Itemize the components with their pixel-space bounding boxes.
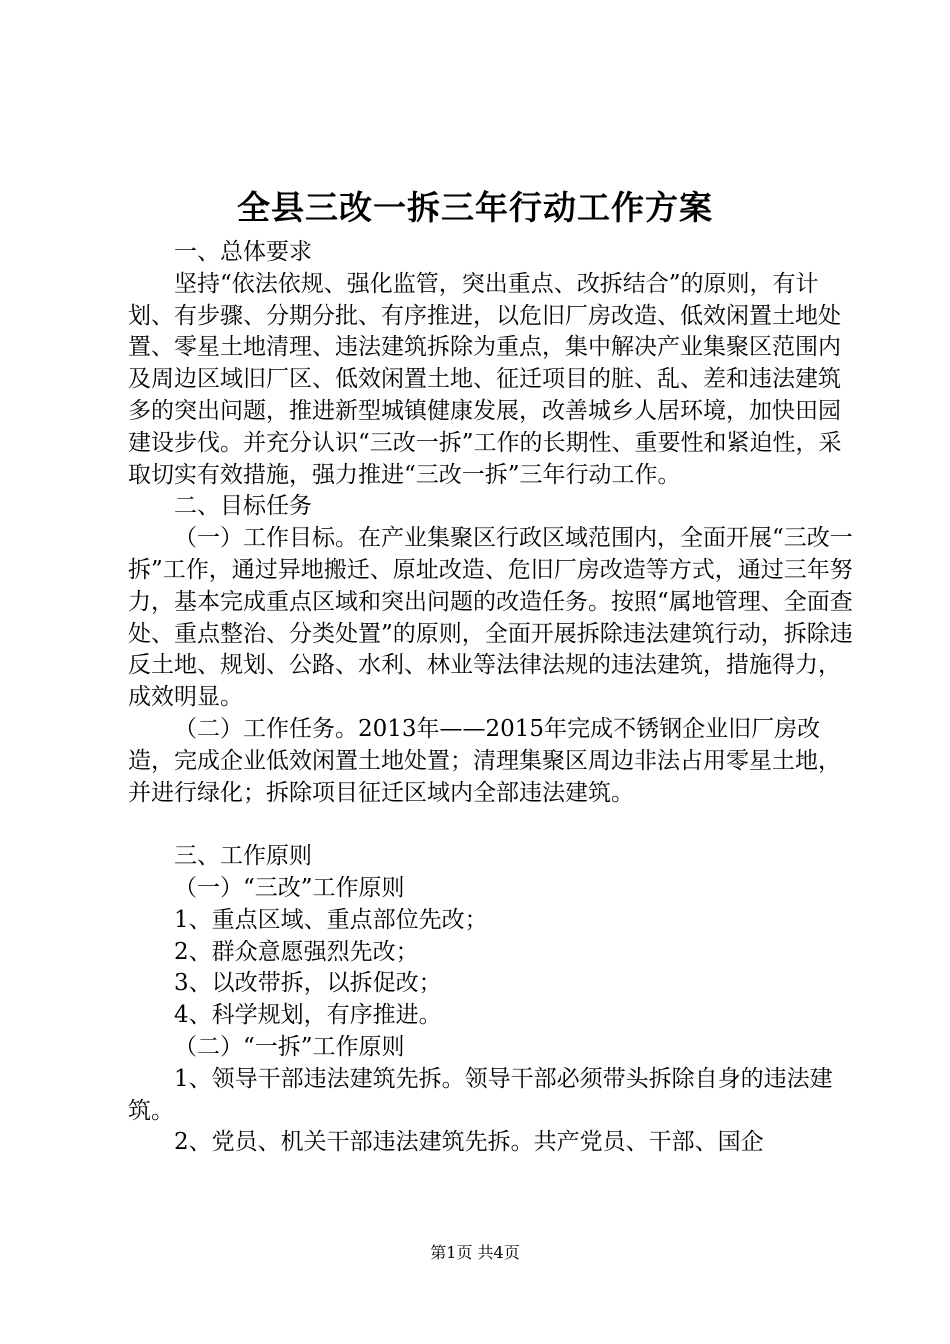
paragraph-work-goals: （一）工作目标。在产业集聚区行政区域范围内，全面开展“三改一拆”工作，通过异地搬迁、原址改造、危旧厂房改造等方式，通过三年努力，基本完成重点区域和突出问题的改造任务。按照“属地管理、全面查处、重点整治、分类处置”的原则，全面开展拆除违法建筑行动，拆除违反土地、规划、公路、水利、林业等法律法规的违法建筑，措施得力，成效明显。 (128, 525, 853, 711)
paragraph-leaders-first: 1、领导干部违法建筑先拆。领导干部必须带头拆除自身的违法建筑。 (128, 1065, 833, 1124)
list-item: 1、重点区域、重点部位先改； (174, 906, 488, 933)
section-heading-goals-tasks: 二、目标任务 (174, 493, 312, 520)
list-item: 4、科学规划，有序推进。 (174, 1002, 442, 1029)
paragraph-overall-requirements: 坚持“依法依规、强化监管，突出重点、改拆结合”的原则，有计划、有步骤、分期分批、有序推进，以危旧厂房改造、低效闲置土地处置、零星土地清理、违法建筑拆除为重点，集中解决产业集聚区范围内及周边区域旧厂区、低效闲置土地、征迁项目的脏、乱、差和违法建筑多的突出问题，推进新型城镇健康发展，改善城乡人居环境，加快田园建设步伐。并充分认识“三改一拆”工作的长期性、重要性和紧迫性，采取切实有效措施，强力推进“三改一拆”三年行动工作。 (128, 270, 842, 488)
section-heading-overall-requirements: 一、总体要求 (174, 239, 312, 265)
list-item: 3、以改带拆，以拆促改； (174, 970, 442, 997)
paragraph-work-tasks: （二）工作任务。2013年——2015年完成不锈钢企业旧厂房改造，完成企业低效闲置土地处置；清理集聚区周边非法占用零星土地，并进行绿化；拆除项目征迁区域内全部违法建筑。 (128, 715, 841, 806)
document-body (128, 237, 856, 1159)
subheading-one-demolition-principles: （二）“一拆”工作原则 (174, 1033, 405, 1060)
list-item: 2、群众意愿强烈先改； (174, 938, 419, 965)
page-number-footer: 第1页 共4页 (430, 1243, 520, 1262)
section-heading-work-principles: 三、工作原则 (174, 843, 312, 870)
subheading-three-reforms-principles: （一）“三改”工作原则 (174, 874, 405, 901)
blank-line (128, 809, 856, 841)
document-title: 全县三改一拆三年行动工作方案 (237, 188, 713, 227)
paragraph-party-members-first: 2、党员、机关干部违法建筑先拆。共产党员、干部、国企 (174, 1129, 764, 1156)
